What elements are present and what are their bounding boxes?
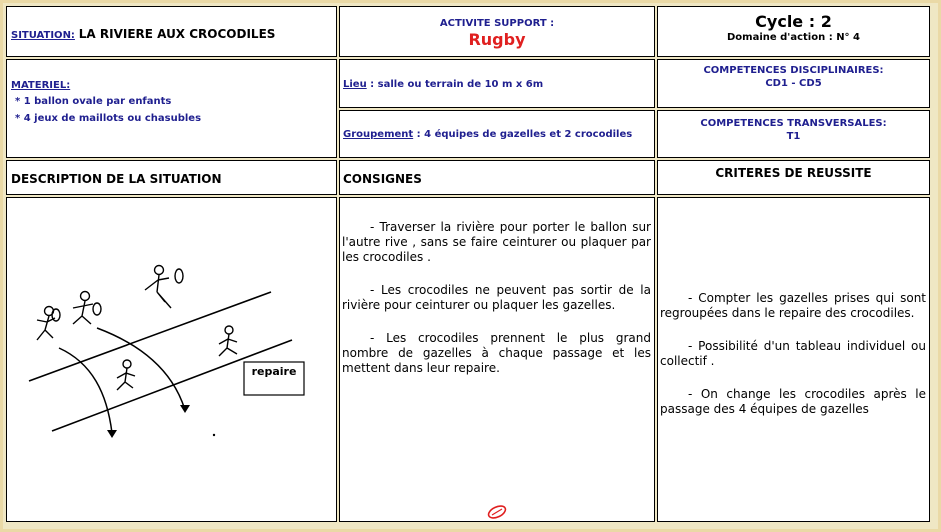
- repaire-label: repaire: [251, 365, 297, 378]
- criteres-header-cell: [657, 160, 930, 195]
- movement-arrows: [59, 328, 185, 433]
- critere-paragraph: - Possibilité d'un tableau individuel ou collectif .: [660, 339, 926, 368]
- consigne-paragraph: - Les crocodiles prennent le plus grand nombre de gazelles à chaque passage et les mettent dans leur repaire.: [342, 331, 651, 375]
- description-cell: [6, 197, 337, 522]
- player-figures: [37, 266, 237, 391]
- activite-cell: [339, 6, 655, 57]
- rugby-ball-icon: [486, 505, 508, 519]
- criteres-list: [660, 291, 926, 435]
- groupement-label: Groupement: [343, 129, 414, 140]
- competences-transversales-value: T1: [786, 131, 801, 142]
- consignes-cell: [339, 197, 655, 522]
- lieu-value: : salle ou terrain de 10 m x 6m: [366, 79, 544, 90]
- activite-value: Rugby: [468, 30, 526, 49]
- competences-transversales-cell: [657, 110, 930, 158]
- consigne-paragraph: - Les crocodiles ne peuvent pas sortir de la rivière pour ceinturer ou plaquer les gazelles.: [342, 283, 651, 312]
- domaine-action: Domaine d'action : N° 4: [726, 32, 860, 43]
- critere-paragraph: - Compter les gazelles prises qui sont regroupées dans le repaire des crocodiles.: [660, 291, 926, 320]
- description-header: DESCRIPTION DE LA SITUATION: [11, 172, 222, 186]
- description-header-cell: [6, 160, 337, 195]
- competences-disciplinaires-cell: [657, 59, 930, 108]
- materiel-cell: [6, 59, 337, 158]
- cycle-cell: [657, 6, 930, 57]
- situation-title: LA RIVIERE AUX CROCODILES: [78, 27, 276, 41]
- competences-disciplinaires-label: COMPETENCES DISCIPLINAIRES:: [703, 65, 884, 76]
- consignes-list: [342, 220, 651, 394]
- consignes-header: CONSIGNES: [343, 172, 422, 186]
- materiel-item: * 4 jeux de maillots ou chasubles: [15, 113, 202, 124]
- materiel-item: * 1 ballon ovale par enfants: [15, 96, 172, 107]
- materiel-label: MATERIEL:: [11, 80, 71, 91]
- consignes-header-cell: [339, 160, 655, 195]
- arrow-head-icon: [180, 405, 190, 413]
- arrow-head-icon: [107, 430, 117, 438]
- consigne-paragraph: - Traverser la rivière pour porter le ballon sur l'autre rive , sans se faire ceinturer ou plaquer par les crocodiles .: [342, 220, 651, 264]
- cycle-title: Cycle : 2: [755, 12, 832, 31]
- marker-dot: [213, 434, 215, 436]
- situation-label: SITUATION:: [11, 30, 75, 41]
- situation-diagram: [7, 198, 336, 521]
- groupement-value: : 4 équipes de gazelles et 2 crocodiles: [413, 129, 633, 140]
- competences-transversales-label: COMPETENCES TRANSVERSALES:: [700, 118, 887, 129]
- competences-disciplinaires-value: CD1 - CD5: [765, 78, 822, 89]
- river-bank-top: [29, 292, 271, 381]
- repaire-box: [244, 362, 304, 395]
- critere-paragraph: - On change les crocodiles après le passage des 4 équipes de gazelles: [660, 387, 926, 416]
- situation-cell: [6, 6, 337, 57]
- criteres-cell: [657, 197, 930, 522]
- activite-label: ACTIVITE SUPPORT :: [439, 18, 555, 29]
- lieu-cell: [339, 59, 655, 108]
- groupement-cell: [339, 110, 655, 158]
- lieu-label: Lieu: [343, 79, 367, 90]
- criteres-header: CRITERES DE REUSSITE: [715, 166, 872, 180]
